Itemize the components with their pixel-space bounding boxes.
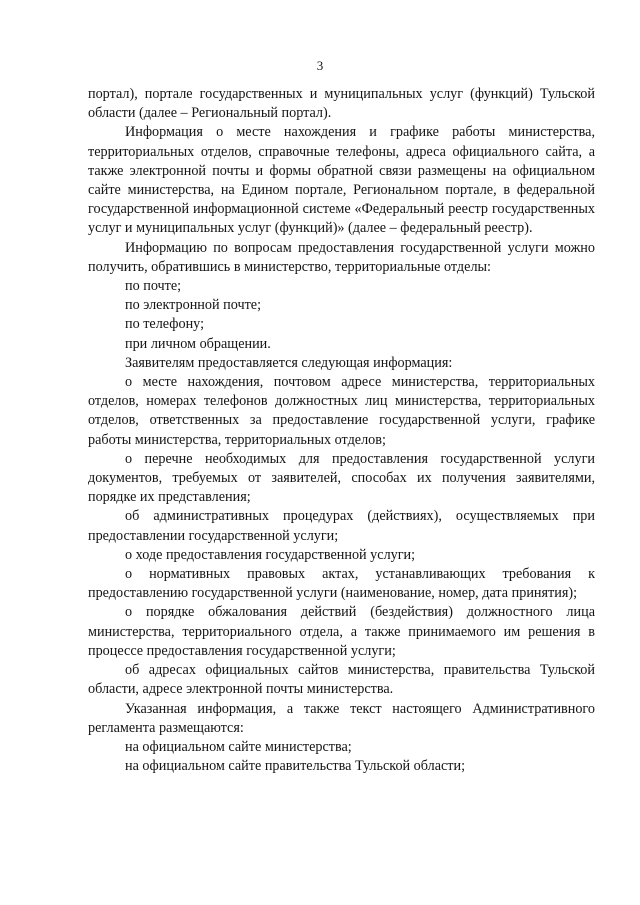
list-item-government-site: на официальном сайте правительства Тульской области; <box>125 758 466 775</box>
list-item-appeal: о порядке обжалования действий (бездействия) должностного лица министерства, территориального отдела, а также принимаемого им решения в процессе предоставления государственной услуги; <box>88 604 595 659</box>
list-item-mail: по почте; <box>125 278 182 295</box>
list-item-progress: о ходе предоставления государственной услуги; <box>125 546 416 563</box>
page-number: 3 <box>316 58 324 73</box>
paragraph-placement: Указанная информация, а также текст настоящего Административного регламента размещаются: <box>88 700 595 736</box>
paragraph-applicant-info: Заявителям предоставляется следующая информация: <box>125 354 453 371</box>
list-item-email: по электронной почте; <box>125 297 262 314</box>
paragraph-info-ways: Информацию по вопросам предоставления государственной услуги можно получить, обратившись в министерство, территориальные отделы: <box>88 239 595 275</box>
list-item-phone: по телефону; <box>125 316 205 333</box>
list-item-personal: при личном обращении. <box>125 335 271 352</box>
list-item-legal-acts: о нормативных правовых актах, устанавливающих требования к предоставлению государственной услуги (наименование, номер, дата принятия); <box>88 566 595 602</box>
list-item-ministry-site: на официальном сайте министерства; <box>125 738 352 755</box>
document-body <box>88 85 595 776</box>
list-item-address: о месте нахождения, почтовом адресе министерства, территориальных отделов, номерах телефонов должностных лиц министерства, территориальных отделов, ответственных за предоставление государственной услуги, графике работы министерства, территориальных отделов; <box>88 374 595 448</box>
paragraph-info-location: Информация о месте нахождения и графике работы министерства, территориальных отделов, справочные телефоны, адреса официального сайта, а также электронной почты и формы обратной связи размещены на официальном сайте министерства, на Едином портале, Региональном портале, в федеральной государственной информационной системе «Федеральный реестр государственных услуг и муниципальных услуг (функций)» (далее – федеральный реестр). <box>88 124 595 237</box>
paragraph-continuation: портал), порталe государственных и муниципальных услуг (функций) Тульской области (далее – Региональный портал). <box>88 86 595 122</box>
list-item-websites: об адресах официальных сайтов министерства, правительства Тульской области, адресе электронной почты министерства. <box>88 662 595 698</box>
list-item-procedures: об административных процедурах (действиях), осуществляемых при предоставлении государственной услуги; <box>88 508 595 544</box>
list-item-documents: о перечне необходимых для предоставления государственной услуги документов, требуемых от заявителей, способах их получения заявителями, порядке их представления; <box>88 450 595 506</box>
